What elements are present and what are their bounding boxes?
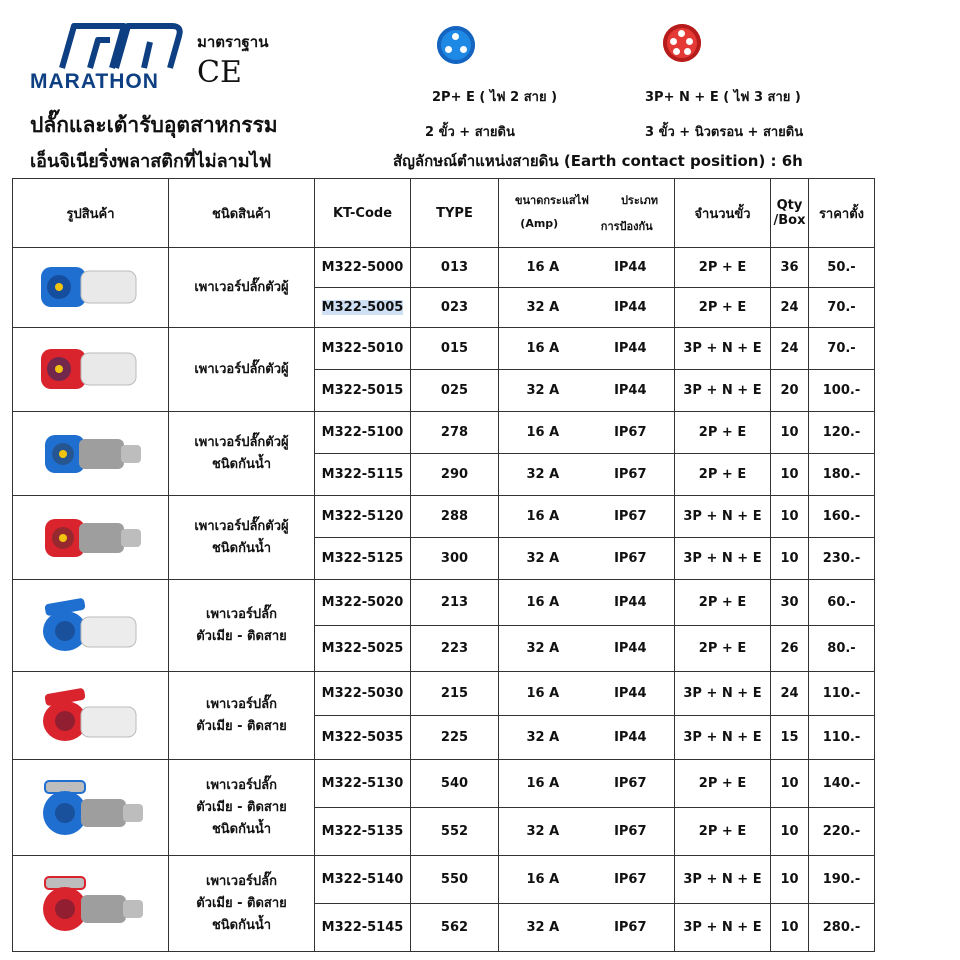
kt-code-cell xyxy=(315,288,411,328)
current-rating: 16 A xyxy=(526,686,560,701)
ip-rating: IP67 xyxy=(614,551,647,566)
header-qty-line1: Qty xyxy=(776,198,803,213)
poles: 2P + E xyxy=(675,760,771,808)
poles: 2P + E xyxy=(675,454,771,496)
table-row xyxy=(13,496,875,538)
current-rating: 32 A xyxy=(526,730,560,745)
qty-per-box: 24 xyxy=(771,328,809,370)
product-image xyxy=(13,412,169,496)
ip-rating: IP44 xyxy=(614,595,647,610)
product-type-cell xyxy=(169,672,315,760)
list-price: 140.- xyxy=(809,760,875,808)
table-header-row xyxy=(13,179,875,248)
blue-legend-line1: 2P+ E ( ไฟ 2 สาย ) xyxy=(432,90,558,105)
list-price: 100.- xyxy=(809,370,875,412)
product-image xyxy=(13,580,169,672)
kt-code: M322-5030 xyxy=(321,686,404,701)
earth-contact-note: สัญลักษณ์ตำแหน่งสายดิน (Earth contact position) : 6h xyxy=(393,152,803,170)
red-socket-icon xyxy=(663,24,701,62)
product-type-cell xyxy=(169,496,315,580)
blue-waterproof-plug-icon xyxy=(13,423,168,485)
ip-rating: IP67 xyxy=(614,872,647,887)
list-price: 70.- xyxy=(809,288,875,328)
product-image xyxy=(13,760,169,856)
current-rating: 16 A xyxy=(526,872,560,887)
product-type-line: ตัวเมีย - ติดสาย xyxy=(196,718,287,734)
qty-per-box: 30 xyxy=(771,580,809,626)
kt-code-cell xyxy=(315,808,411,856)
product-image xyxy=(13,672,169,760)
current-protection-cell xyxy=(499,808,675,856)
qty-per-box: 10 xyxy=(771,454,809,496)
product-type-line: เพาเวอร์ปลั๊กตัวผู้ xyxy=(194,434,289,450)
list-price: 110.- xyxy=(809,672,875,716)
current-rating: 16 A xyxy=(526,341,560,356)
header-qty-line2: /Box xyxy=(773,213,806,228)
kt-code-cell xyxy=(315,370,411,412)
kt-code-cell xyxy=(315,496,411,538)
current-protection-cell xyxy=(499,538,675,580)
blue-socket-icon xyxy=(437,26,475,64)
header-kt-code: KT-Code xyxy=(315,179,411,248)
red-legend-line1: 3P+ N + E ( ไฟ 3 สาย ) xyxy=(645,90,801,105)
current-rating: 32 A xyxy=(526,551,560,566)
list-price: 50.- xyxy=(809,248,875,288)
kt-code-cell xyxy=(315,904,411,952)
product-image xyxy=(13,856,169,952)
kt-code: M322-5125 xyxy=(321,551,404,566)
product-type-line: เพาเวอร์ปลั๊ก xyxy=(206,696,277,712)
header-qty xyxy=(771,179,809,248)
list-price: 180.- xyxy=(809,454,875,496)
product-type-cell xyxy=(169,580,315,672)
current-rating: 16 A xyxy=(526,425,560,440)
header-image: รูปสินค้า xyxy=(13,179,169,248)
table-row xyxy=(13,248,875,288)
kt-code-cell xyxy=(315,412,411,454)
product-image xyxy=(13,496,169,580)
list-price: 80.- xyxy=(809,626,875,672)
current-protection-cell xyxy=(499,288,675,328)
qty-per-box: 24 xyxy=(771,288,809,328)
product-type-cell xyxy=(169,248,315,328)
product-type-line: ชนิดกันน้ำ xyxy=(211,821,272,837)
header-product-type: ชนิดสินค้า xyxy=(169,179,315,248)
ip-rating: IP44 xyxy=(614,641,647,656)
ip-rating: IP67 xyxy=(614,776,647,791)
kt-code-cell xyxy=(315,760,411,808)
list-price: 160.- xyxy=(809,496,875,538)
table-row xyxy=(13,580,875,626)
qty-per-box: 24 xyxy=(771,672,809,716)
table-row xyxy=(13,672,875,716)
type-code: 023 xyxy=(411,288,499,328)
qty-per-box: 10 xyxy=(771,412,809,454)
list-price: 60.- xyxy=(809,580,875,626)
list-price: 230.- xyxy=(809,538,875,580)
current-rating: 16 A xyxy=(526,509,560,524)
header-current-protection xyxy=(499,179,675,248)
current-protection-cell xyxy=(499,672,675,716)
blue-legend-line2: 2 ขั้ว + สายดิน xyxy=(425,125,515,140)
type-code: 223 xyxy=(411,626,499,672)
current-rating: 32 A xyxy=(526,300,560,315)
kt-code-cell xyxy=(315,328,411,370)
header-poles: จำนวนขั้ว xyxy=(675,179,771,248)
kt-code: M322-5025 xyxy=(321,641,404,656)
product-image xyxy=(13,328,169,412)
table-row xyxy=(13,328,875,370)
current-protection-cell xyxy=(499,454,675,496)
kt-code: M322-5100 xyxy=(321,425,404,440)
qty-per-box: 36 xyxy=(771,248,809,288)
kt-code: M322-5005 xyxy=(321,300,404,315)
kt-code: M322-5115 xyxy=(321,467,404,482)
ip-rating: IP67 xyxy=(614,425,647,440)
table-row xyxy=(13,412,875,454)
poles: 3P + N + E xyxy=(675,370,771,412)
product-type-cell xyxy=(169,856,315,952)
poles: 3P + N + E xyxy=(675,716,771,760)
current-protection-cell xyxy=(499,580,675,626)
blue-connector-icon xyxy=(13,595,168,657)
type-code: 015 xyxy=(411,328,499,370)
type-code: 225 xyxy=(411,716,499,760)
qty-per-box: 26 xyxy=(771,626,809,672)
list-price: 280.- xyxy=(809,904,875,952)
current-protection-cell xyxy=(499,328,675,370)
current-protection-cell xyxy=(499,412,675,454)
product-type-line: เพาเวอร์ปลั๊ก xyxy=(206,606,277,622)
page-title: ปลั๊กและเต้ารับอุตสาหกรรม xyxy=(30,113,278,137)
current-rating: 16 A xyxy=(526,260,560,275)
product-type-line: เพาเวอร์ปลั๊ก xyxy=(206,873,277,889)
kt-code-cell xyxy=(315,672,411,716)
poles: 3P + N + E xyxy=(675,856,771,904)
list-price: 190.- xyxy=(809,856,875,904)
current-rating: 32 A xyxy=(526,641,560,656)
current-protection-cell xyxy=(499,496,675,538)
type-code: 540 xyxy=(411,760,499,808)
red-connector-icon xyxy=(13,685,168,747)
current-protection-cell xyxy=(499,904,675,952)
ip-rating: IP67 xyxy=(614,920,647,935)
product-type-line: ชนิดกันน้ำ xyxy=(211,917,272,933)
current-rating: 32 A xyxy=(526,383,560,398)
red-waterproof-plug-icon xyxy=(13,507,168,569)
poles: 3P + N + E xyxy=(675,672,771,716)
qty-per-box: 20 xyxy=(771,370,809,412)
header-protection-top: ประเภท xyxy=(620,194,658,207)
product-type-line: ชนิดกันน้ำ xyxy=(211,540,272,556)
kt-code-cell xyxy=(315,538,411,580)
list-price: 220.- xyxy=(809,808,875,856)
current-rating: 32 A xyxy=(526,467,560,482)
type-code: 288 xyxy=(411,496,499,538)
list-price: 70.- xyxy=(809,328,875,370)
red-legend-line2: 3 ขั้ว + นิวตรอน + สายดิน xyxy=(645,125,804,140)
qty-per-box: 10 xyxy=(771,760,809,808)
type-code: 013 xyxy=(411,248,499,288)
red-waterproof-connector-icon xyxy=(13,873,168,935)
standard-label: มาตราฐาน xyxy=(197,33,269,51)
header-current-top: ขนาดกระแสไฟ xyxy=(514,194,589,207)
product-type-line: เพาเวอร์ปลั๊กตัวผู้ xyxy=(194,361,289,377)
product-type-line: ชนิดกันน้ำ xyxy=(211,456,272,472)
header-price: ราคาตั้ง xyxy=(809,179,875,248)
type-code: 025 xyxy=(411,370,499,412)
current-rating: 32 A xyxy=(526,824,560,839)
poles: 3P + N + E xyxy=(675,496,771,538)
product-image xyxy=(13,248,169,328)
poles: 3P + N + E xyxy=(675,904,771,952)
poles: 2P + E xyxy=(675,412,771,454)
type-code: 215 xyxy=(411,672,499,716)
product-type-line: ตัวเมีย - ติดสาย xyxy=(196,799,287,815)
kt-code: M322-5130 xyxy=(321,776,404,791)
product-type-line: เพาเวอร์ปลั๊กตัวผู้ xyxy=(194,279,289,295)
current-protection-cell xyxy=(499,248,675,288)
poles: 3P + N + E xyxy=(675,538,771,580)
kt-code-cell xyxy=(315,248,411,288)
ip-rating: IP67 xyxy=(614,467,647,482)
header-protection-bottom: การป้องกัน xyxy=(600,220,653,233)
kt-code: M322-5140 xyxy=(321,872,404,887)
kt-code: M322-5000 xyxy=(321,260,404,275)
poles: 2P + E xyxy=(675,288,771,328)
blue-waterproof-connector-icon xyxy=(13,777,168,839)
header-type: TYPE xyxy=(411,179,499,248)
ip-rating: IP44 xyxy=(614,300,647,315)
brand-name: MARATHON xyxy=(30,70,159,93)
ce-mark: CE xyxy=(197,55,242,90)
ip-rating: IP44 xyxy=(614,260,647,275)
kt-code: M322-5135 xyxy=(321,824,404,839)
ip-rating: IP44 xyxy=(614,730,647,745)
kt-code-cell xyxy=(315,626,411,672)
current-rating: 16 A xyxy=(526,776,560,791)
poles: 2P + E xyxy=(675,808,771,856)
product-type-line: ตัวเมีย - ติดสาย xyxy=(196,895,287,911)
type-code: 213 xyxy=(411,580,499,626)
table-row xyxy=(13,760,875,808)
current-rating: 16 A xyxy=(526,595,560,610)
table-row xyxy=(13,856,875,904)
ip-rating: IP44 xyxy=(614,686,647,701)
current-protection-cell xyxy=(499,760,675,808)
qty-per-box: 10 xyxy=(771,496,809,538)
product-type-cell xyxy=(169,760,315,856)
red-plug-icon xyxy=(13,339,168,401)
kt-code: M322-5015 xyxy=(321,383,404,398)
type-code: 300 xyxy=(411,538,499,580)
type-code: 278 xyxy=(411,412,499,454)
poles: 3P + N + E xyxy=(675,328,771,370)
kt-code: M322-5145 xyxy=(321,920,404,935)
current-rating: 32 A xyxy=(526,920,560,935)
kt-code: M322-5020 xyxy=(321,595,404,610)
qty-per-box: 10 xyxy=(771,856,809,904)
list-price: 120.- xyxy=(809,412,875,454)
poles: 2P + E xyxy=(675,248,771,288)
kt-code-cell xyxy=(315,454,411,496)
price-table xyxy=(12,178,875,952)
type-code: 550 xyxy=(411,856,499,904)
current-protection-cell xyxy=(499,716,675,760)
current-protection-cell xyxy=(499,370,675,412)
product-type-line: ตัวเมีย - ติดสาย xyxy=(196,628,287,644)
ip-rating: IP67 xyxy=(614,824,647,839)
blue-plug-icon xyxy=(13,257,168,319)
qty-per-box: 10 xyxy=(771,904,809,952)
ip-rating: IP67 xyxy=(614,509,647,524)
kt-code-cell xyxy=(315,580,411,626)
ip-rating: IP44 xyxy=(614,341,647,356)
qty-per-box: 10 xyxy=(771,808,809,856)
product-type-cell xyxy=(169,328,315,412)
product-type-line: เพาเวอร์ปลั๊ก xyxy=(206,777,277,793)
type-code: 562 xyxy=(411,904,499,952)
kt-code: M322-5010 xyxy=(321,341,404,356)
kt-code: M322-5120 xyxy=(321,509,404,524)
qty-per-box: 10 xyxy=(771,538,809,580)
poles: 2P + E xyxy=(675,580,771,626)
qty-per-box: 15 xyxy=(771,716,809,760)
poles: 2P + E xyxy=(675,626,771,672)
kt-code: M322-5035 xyxy=(321,730,404,745)
current-protection-cell xyxy=(499,626,675,672)
ip-rating: IP44 xyxy=(614,383,647,398)
page-subtitle: เอ็นจิเนียริ่งพลาสติกที่ไม่ลามไฟ xyxy=(30,151,272,172)
product-type-cell xyxy=(169,412,315,496)
kt-code-cell xyxy=(315,716,411,760)
current-protection-cell xyxy=(499,856,675,904)
list-price: 110.- xyxy=(809,716,875,760)
product-type-line: เพาเวอร์ปลั๊กตัวผู้ xyxy=(194,518,289,534)
type-code: 552 xyxy=(411,808,499,856)
kt-code-cell xyxy=(315,856,411,904)
type-code: 290 xyxy=(411,454,499,496)
header-current-bottom: (Amp) xyxy=(520,217,559,230)
